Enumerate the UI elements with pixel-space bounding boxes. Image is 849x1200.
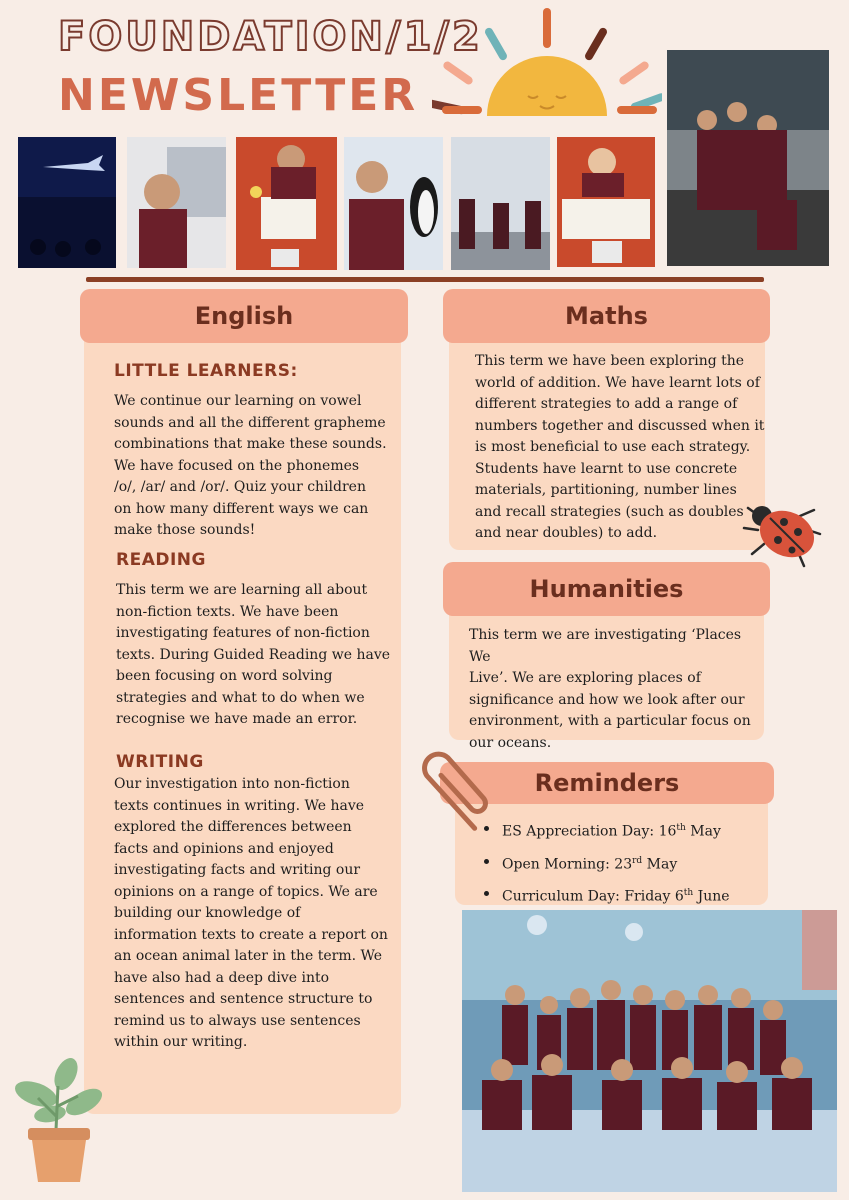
student-worksheet-photo [557, 137, 655, 267]
text-line: on how many different ways we can [114, 500, 369, 517]
maths-header [443, 289, 770, 343]
text-line: strategies and what to do when we [116, 689, 365, 706]
text-line: and recall strategies (such as doubles [475, 503, 744, 520]
text-line: investigating facts and writing our [114, 862, 361, 878]
text-line: investigating features of non-fiction [116, 625, 370, 641]
writing-heading: WRITING [116, 752, 204, 772]
students-penguin-enclosure-photo [451, 137, 550, 270]
text-line: have also had a deep dive into [114, 969, 330, 986]
student-writing-photo [236, 137, 337, 270]
reminders-list [482, 814, 762, 912]
text-line: our oceans. [469, 734, 552, 751]
text-line: different strategies to add a range of [475, 396, 738, 412]
text-line: This term we are investigating ‘Places We [469, 627, 742, 665]
reminders-header [440, 762, 774, 804]
ladybug-icon [742, 498, 822, 570]
student-with-penguin-photo [344, 137, 443, 270]
text-line: numbers together and discussed when it [475, 417, 765, 434]
text-line: building our knowledge of [114, 905, 301, 921]
divider-rule [86, 277, 764, 282]
text-line: world of addition. We have learnt lots of [475, 374, 760, 391]
text-line: texts continues in writing. We have [114, 797, 365, 814]
text-line: explored the differences between [114, 819, 352, 835]
text-line: facts and opinions and enjoyed [114, 840, 334, 857]
reminders-heading: Reminders [534, 769, 680, 797]
humanities-heading: Humanities [529, 575, 684, 603]
class-group-photo [462, 910, 837, 1192]
reading-text [116, 580, 401, 731]
text-line: remind us to always use sentences [114, 1012, 361, 1029]
newsletter-title-line1: FOUNDATION/1/2 [58, 14, 483, 60]
text-line: make those sounds! [114, 522, 256, 538]
text-line: environment, with a particular focus on [469, 713, 751, 729]
text-line: Students have learnt to use concrete [475, 460, 738, 477]
reminder-item: Open Morning: 23rd May [482, 847, 762, 880]
writing-text [114, 774, 399, 1054]
text-line: and near doubles) to add. [475, 525, 658, 541]
newsletter-title-line2: NEWSLETTER [58, 70, 419, 121]
sun-icon [432, 6, 662, 122]
text-line: This term we have been exploring the [475, 353, 745, 369]
text-line: opinions on a range of topics. We are [114, 883, 378, 900]
text-line: This term we are learning all about [116, 582, 368, 598]
little-learners-text [114, 391, 399, 542]
reading-heading: READING [116, 550, 206, 570]
maths-text [475, 351, 765, 545]
text-line: Live’. We are exploring places of [469, 670, 701, 686]
text-line: information texts to create a report on [114, 926, 388, 943]
group-at-museum-photo [667, 50, 829, 266]
text-line: recognise we have made an error. [116, 711, 358, 727]
aquarium-shark-photo [18, 137, 116, 268]
humanities-header [443, 562, 770, 616]
text-line: within our writing. [114, 1034, 248, 1050]
text-line: We have focused on the phonemes [114, 457, 360, 474]
text-line: sounds and all the different grapheme [114, 414, 386, 431]
text-line: sentences and sentence structure to [114, 991, 373, 1007]
text-line: an ocean animal later in the term. We [114, 948, 383, 964]
maths-heading: Maths [565, 302, 648, 330]
reminder-item: ES Appreciation Day: 16th May [482, 814, 762, 847]
student-penguin-exhibit-photo [127, 137, 226, 268]
text-line: materials, partitioning, number lines [475, 482, 737, 498]
text-line: been focusing on word solving [116, 668, 333, 684]
text-line: We continue our learning on vowel [114, 393, 362, 409]
english-header [80, 289, 408, 343]
reminder-item: Curriculum Day: Friday 6th June [482, 879, 762, 912]
little-learners-heading: LITTLE LEARNERS: [114, 361, 298, 381]
text-line: texts. During Guided Reading we have [116, 646, 391, 663]
text-line: significance and how we look after our [469, 691, 745, 708]
text-line: combinations that make these sounds. [114, 436, 387, 452]
text-line: Our investigation into non-fiction [114, 776, 350, 792]
paperclip-icon [410, 742, 488, 847]
english-heading: English [194, 302, 294, 330]
text-line: is most beneficial to use each strategy. [475, 439, 751, 455]
text-line: /o/, /ar/ and /or/. Quiz your children [114, 479, 366, 495]
humanities-text [469, 625, 764, 754]
text-line: non-fiction texts. We have been [116, 603, 339, 620]
potted-plant-icon [8, 1056, 104, 1184]
